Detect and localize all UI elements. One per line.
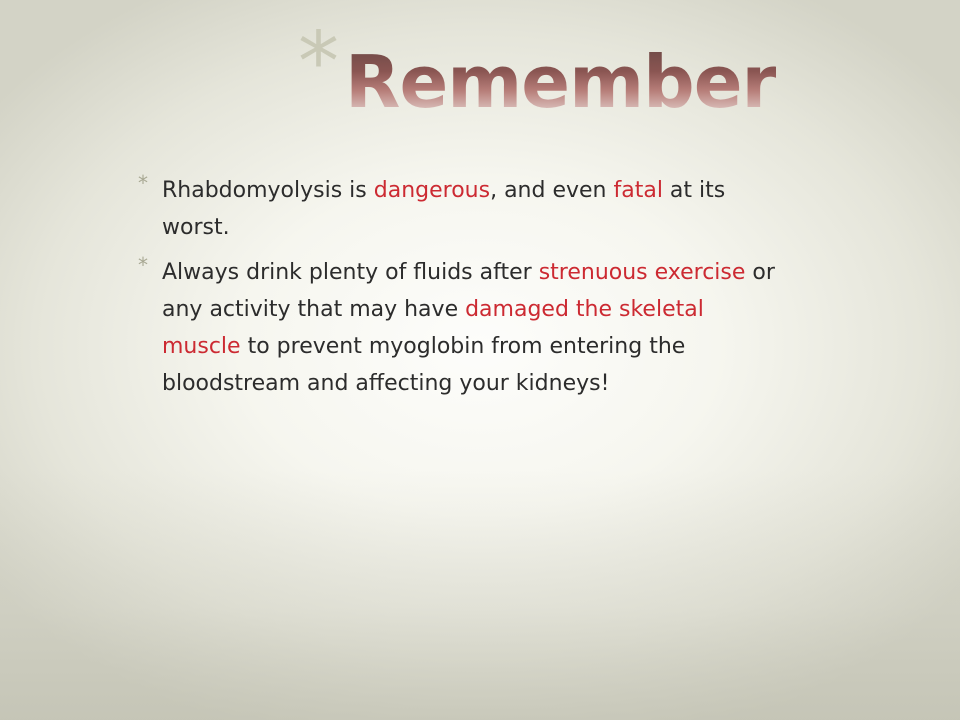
text-segment: to prevent myoglobin from entering the bloodstream and affecting your kidneys!	[162, 334, 686, 396]
text-segment: Always drink plenty of fluids after	[162, 260, 539, 285]
slide-floor-shading	[0, 470, 960, 720]
bullet-item	[138, 172, 788, 246]
highlighted-term: fatal	[613, 178, 663, 203]
bullet-asterisk-icon: *	[138, 171, 148, 195]
bullet-item	[138, 254, 788, 402]
title-asterisk-icon: *	[298, 15, 339, 110]
text-segment: at its worst.	[162, 178, 726, 240]
bullet-list	[138, 172, 788, 410]
highlighted-term: damaged the skeletal muscle	[162, 297, 704, 359]
slide-title: Remember	[345, 40, 777, 124]
highlighted-term: strenuous exercise	[538, 260, 746, 285]
title-area	[298, 15, 777, 124]
text-segment: or any activity that may have	[162, 260, 775, 322]
bullet-text	[162, 260, 775, 396]
text-segment: , and even	[490, 178, 614, 203]
text-segment: Rhabdomyolysis is	[162, 178, 374, 203]
bullet-asterisk-icon: *	[138, 253, 148, 277]
highlighted-term: dangerous	[373, 178, 491, 203]
bullet-text	[162, 178, 725, 240]
